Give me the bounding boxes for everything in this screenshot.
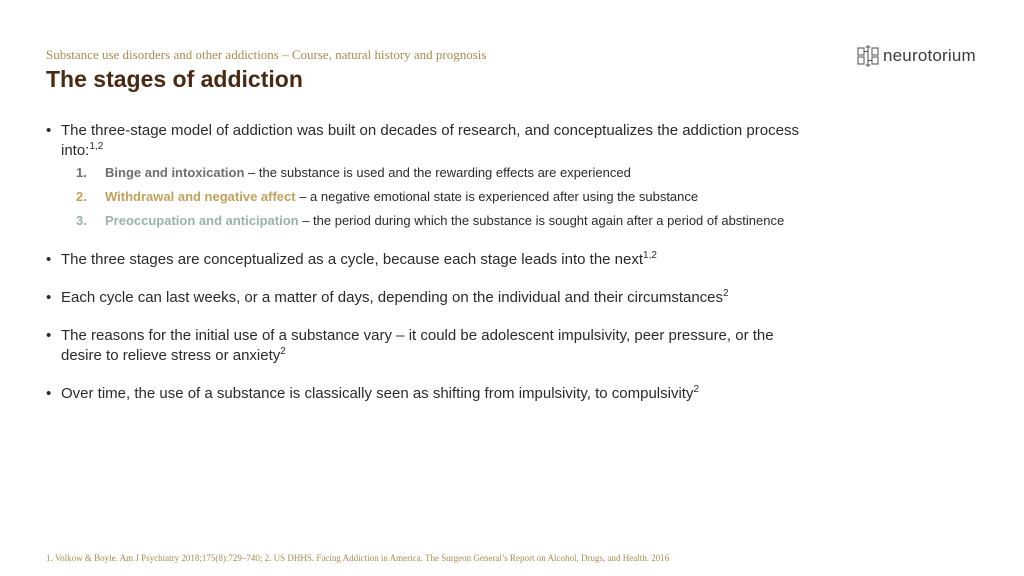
bullet-dot: • xyxy=(46,122,52,139)
stage-term: Withdrawal and negative affect xyxy=(105,189,296,204)
references-footnote: 1. Volkow & Boyle. Am J Psychiatry 2018;175(8):729–740; 2. US DHHS. Facing Addiction in America. The Surgeon General’s Report on Alcohol, Drugs, and Health. 2016 xyxy=(46,553,670,563)
bullet-dot: • xyxy=(46,251,52,268)
stage-number: 1. xyxy=(76,165,87,180)
bullet-item xyxy=(46,288,806,308)
bullet-item xyxy=(46,121,806,230)
logo-text: neurotorium xyxy=(883,46,976,65)
stage-number: 3. xyxy=(76,213,87,228)
bullet-item xyxy=(46,326,806,366)
logo xyxy=(857,44,976,68)
citation-superscript: 2 xyxy=(723,288,729,299)
stage-list xyxy=(61,164,806,230)
stage-item xyxy=(61,164,806,182)
neurotorium-logo-icon xyxy=(857,44,879,68)
citation-superscript: 1,2 xyxy=(643,250,657,261)
stage-term: Preoccupation and anticipation xyxy=(105,213,299,228)
page-title: The stages of addiction xyxy=(46,66,303,92)
bullet-item xyxy=(46,384,806,404)
spacer xyxy=(46,308,806,326)
bullet-dot: • xyxy=(46,385,52,402)
stage-number: 2. xyxy=(76,189,87,204)
citation-superscript: 2 xyxy=(280,346,286,357)
stage-item xyxy=(61,188,806,206)
stage-description: – a negative emotional state is experienced after using the substance xyxy=(295,189,699,204)
stage-item xyxy=(61,212,806,230)
spacer xyxy=(46,236,806,250)
spacer xyxy=(46,270,806,288)
bullet-text: The three stages are conceptualized as a cycle, because each stage leads into the next xyxy=(61,251,644,268)
bullet-text: The three-stage model of addiction was built on decades of research, and conceptualizes the addiction process into: xyxy=(61,122,799,159)
bullet-dot: • xyxy=(46,327,52,344)
section-label: Substance use disorders and other addictions – Course, natural history and prognosis xyxy=(46,47,487,62)
bullet-text: Over time, the use of a substance is classically seen as shifting from impulsivity, to compulsivity xyxy=(61,385,694,402)
stage-description: – the substance is used and the rewarding effects are experienced xyxy=(244,165,631,180)
bullet-list xyxy=(46,121,806,404)
stage-description: – the period during which the substance is sought again after a period of abstinence xyxy=(298,213,785,228)
stage-term: Binge and intoxication xyxy=(105,165,245,180)
bullet-text: Each cycle can last weeks, or a matter of days, depending on the individual and their circumstances xyxy=(61,289,724,306)
citation-superscript: 1,2 xyxy=(89,141,104,152)
citation-superscript: 2 xyxy=(693,384,700,395)
bullet-dot: • xyxy=(46,289,52,306)
bullet-text: The reasons for the initial use of a substance vary – it could be adolescent impulsivity, peer pressure, or the desire to relieve stress or anxiety xyxy=(61,327,774,364)
spacer xyxy=(46,366,806,384)
bullet-item xyxy=(46,250,806,270)
